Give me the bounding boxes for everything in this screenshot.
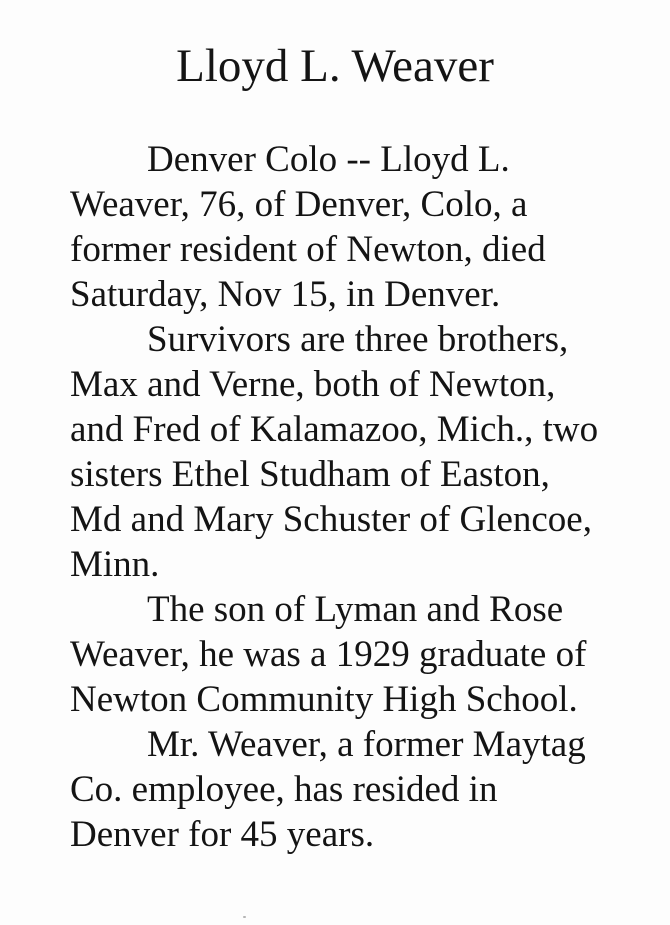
text-line: Minn. — [70, 544, 160, 585]
text-line: Co. employee, has resided in — [70, 769, 498, 810]
text-line: Weaver, 76, of Denver, Colo, a — [70, 184, 528, 225]
text-line: former resident of Newton, died — [70, 229, 546, 270]
text-line: Max and Verne, both of Newton, — [70, 364, 556, 405]
text-line: Newton Community High School. — [70, 679, 578, 720]
obituary-title: Lloyd L. Weaver — [176, 40, 494, 92]
text-line: Weaver, he was a 1929 graduate of — [70, 634, 587, 675]
text-line: Saturday, Nov 15, in Denver. — [70, 274, 501, 315]
text-line: Denver Colo -- Lloyd L. — [147, 139, 510, 180]
text-line: Denver for 45 years. — [70, 814, 375, 855]
text-line: sisters Ethel Studham of Easton, — [70, 454, 550, 495]
text-line: Survivors are three brothers, — [147, 319, 569, 360]
text-line: The son of Lyman and Rose — [147, 589, 564, 630]
text-line: and Fred of Kalamazoo, Mich., two — [70, 409, 599, 450]
text-line: Md and Mary Schuster of Glencoe, — [70, 499, 592, 540]
text-line: Mr. Weaver, a former Maytag — [147, 724, 586, 765]
scan-speck — [243, 916, 246, 918]
